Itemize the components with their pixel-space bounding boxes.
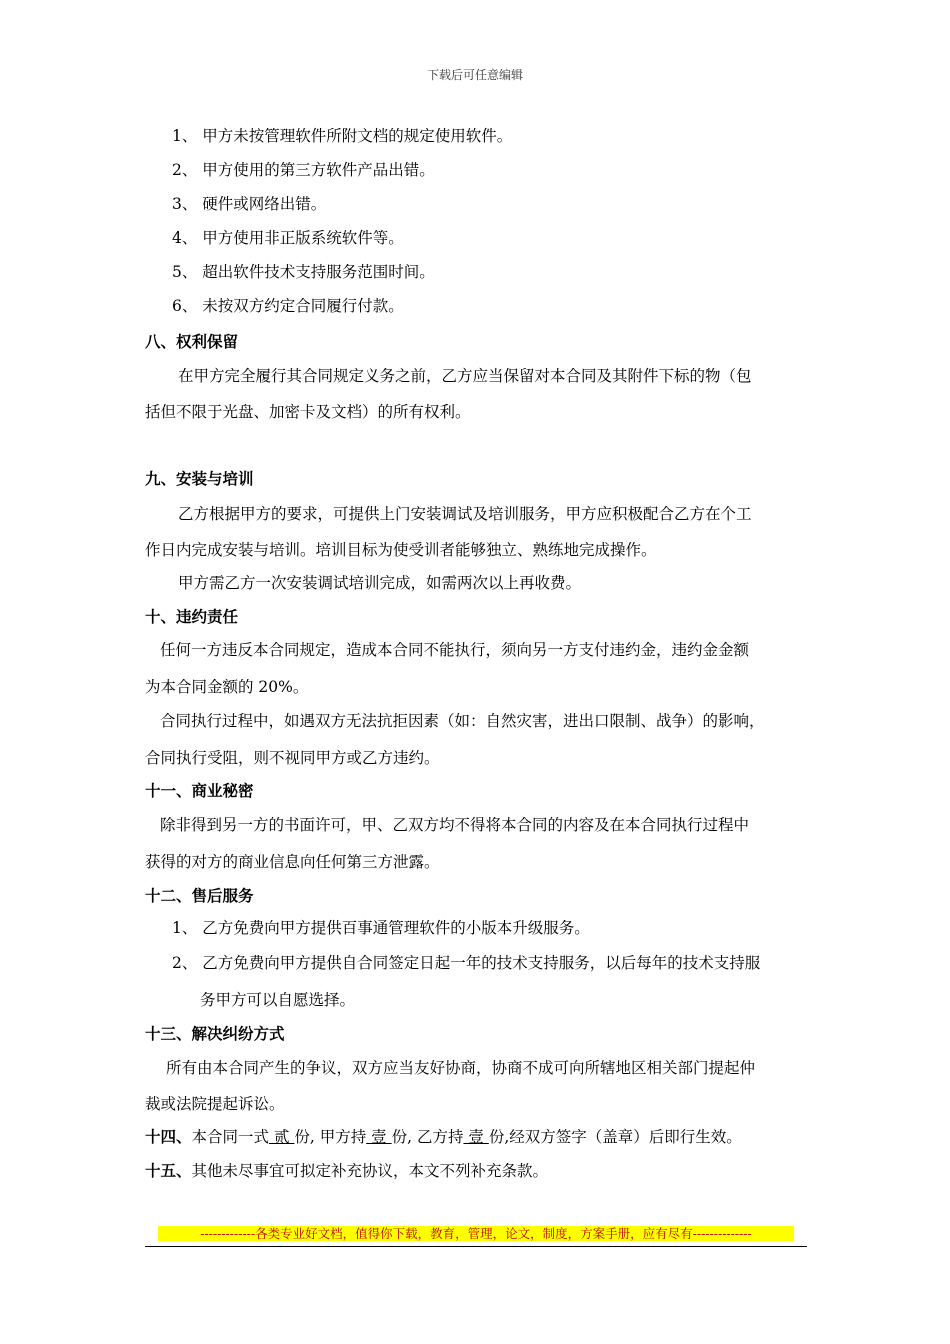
section-title: 八、权利保留	[145, 333, 239, 351]
list-item: 2、 乙方免费向甲方提供自合同签定日起一年的技术支持服务，以后每年的技术支持服	[172, 954, 761, 972]
paragraph: 任何一方违反本合同规定，造成本合同不能执行，须向另一方支付违约金，违约金金额	[160, 641, 750, 659]
paragraph: 为本合同金额的 20%。	[145, 678, 309, 696]
clause-text: 其他未尽事宜可拟定补充协议，本文不列补充条款。	[191, 1162, 549, 1180]
footer-bar	[145, 1226, 807, 1247]
list-item: 5、 超出软件技术支持服务范围时间。	[172, 263, 435, 281]
footer-banner: -------------各类专业好文档，值得你下载，教育，管理，论文，制度，方案手册，应有尽有--------------	[158, 1226, 794, 1241]
paragraph: 在甲方完全履行其合同规定义务之前，乙方应当保留对本合同及其附件下标的物（包	[178, 367, 752, 385]
paragraph: 所有由本合同产生的争议，双方应当友好协商，协商不成可向所辖地区相关部门提起仲	[166, 1059, 756, 1077]
paragraph: 获得的对方的商业信息向任何第三方泄露。	[145, 853, 440, 871]
clause-label: 十四、	[145, 1128, 192, 1146]
clause-text: 本合同一式	[191, 1128, 270, 1146]
paragraph: 合同执行受阻，则不视同甲方或乙方违约。	[145, 749, 440, 767]
section-title: 十、违约责任	[145, 608, 239, 626]
list-item: 2、 甲方使用的第三方软件产品出错。	[172, 161, 435, 179]
page-header: 下载后可任意编辑	[426, 68, 523, 82]
list-item-continuation: 务甲方可以自愿选择。	[200, 991, 356, 1009]
clause-copies	[145, 1127, 742, 1147]
copies-party-a: 壹	[366, 1128, 392, 1146]
section-title: 十二、售后服务	[145, 887, 254, 905]
clause-supplement	[145, 1161, 548, 1181]
clause-text: 份,经双方签字（盖章）后即行生效。	[488, 1128, 742, 1146]
paragraph: 括但不限于光盘、加密卡及文档）的所有权利。	[145, 403, 471, 421]
list-item: 3、 硬件或网络出错。	[172, 195, 327, 213]
paragraph: 裁或法院提起诉讼。	[145, 1095, 285, 1113]
section-title: 十一、商业秘密	[145, 782, 254, 800]
paragraph: 合同执行过程中，如遇双方无法抗拒因素（如：自然灾害，进出口限制、战争）的影响，	[160, 712, 765, 730]
list-item: 6、 未按双方约定合同履行付款。	[172, 297, 404, 315]
clause-text: 份, 甲方持	[294, 1128, 367, 1146]
paragraph: 甲方需乙方一次安装调试培训完成，如需两次以上再收费。	[178, 574, 582, 592]
paragraph: 作日内完成安装与培训。培训目标为使受训者能够独立、熟练地完成操作。	[145, 541, 657, 559]
clause-text: 份, 乙方持	[391, 1128, 464, 1146]
paragraph: 乙方根据甲方的要求，可提供上门安装调试及培训服务，甲方应积极配合乙方在个工	[178, 505, 752, 523]
list-item: 1、 乙方免费向甲方提供百事通管理软件的小版本升级服务。	[172, 919, 590, 937]
copies-party-b: 壹	[463, 1128, 489, 1146]
list-item: 4、 甲方使用非正版系统软件等。	[172, 229, 404, 247]
list-item: 1、 甲方未按管理软件所附文档的规定使用软件。	[172, 127, 513, 145]
section-title: 十三、解决纠纷方式	[145, 1025, 285, 1043]
copies-total: 贰	[269, 1128, 295, 1146]
section-title: 九、安装与培训	[145, 470, 254, 488]
clause-label: 十五、	[145, 1162, 192, 1180]
paragraph: 除非得到另一方的书面许可，甲、乙双方均不得将本合同的内容及在本合同执行过程中	[160, 816, 750, 834]
